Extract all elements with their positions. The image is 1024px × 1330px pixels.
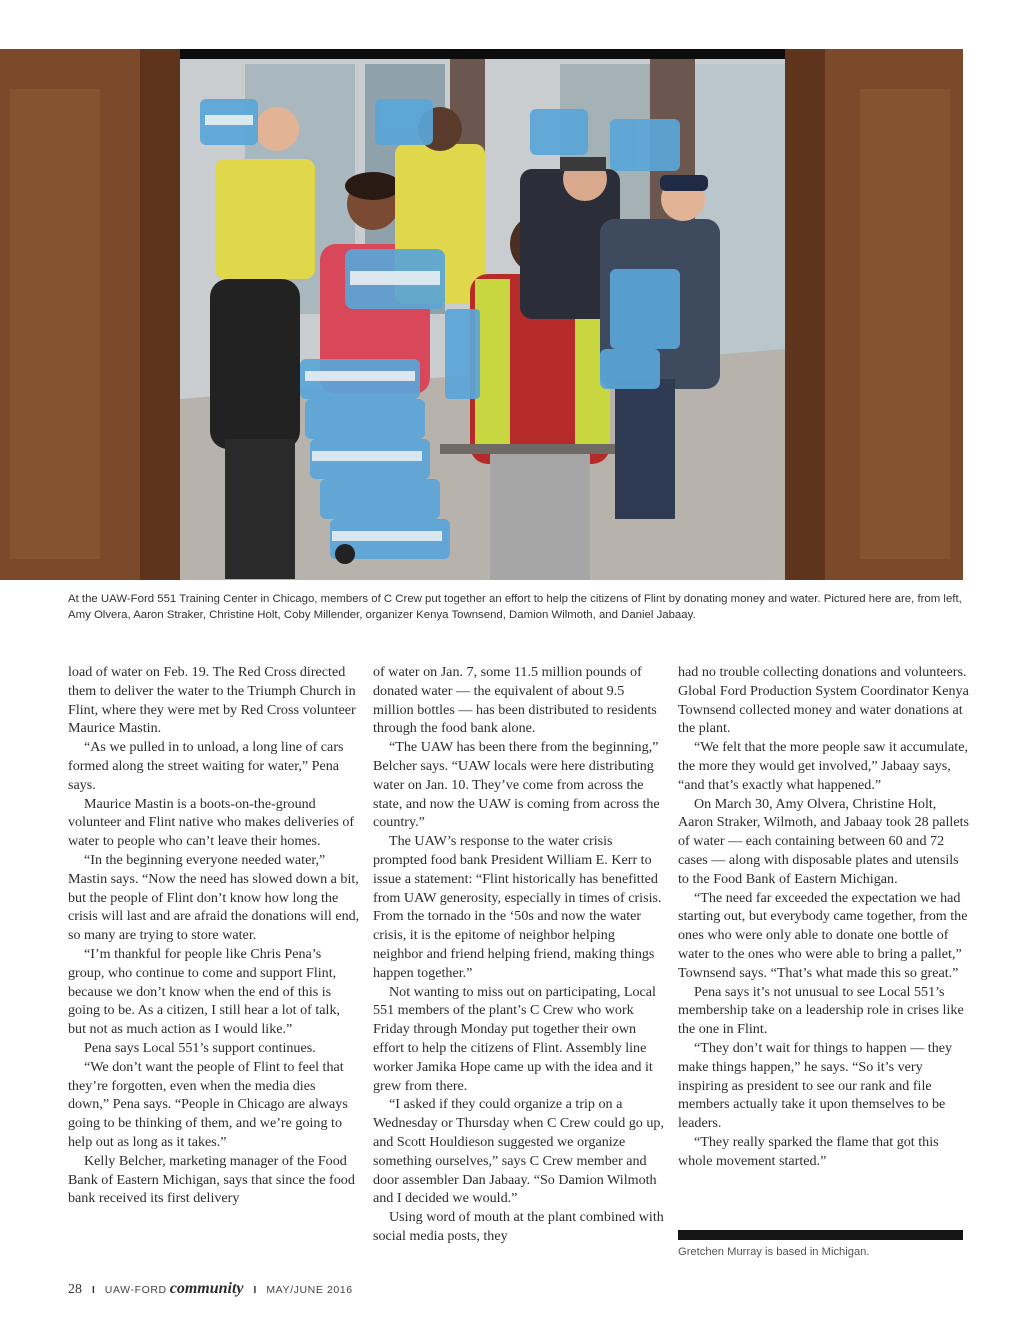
article-paragraph: “We felt that the more people saw it accumulate, the more they would get involved,” Jabaay says, “and that’s exactly what happened.” [678,739,968,793]
article-paragraph: “In the beginning everyone needed water,” Mastin says. “Now the need has slowed down a bit, but the people of Flint don’t know how long the crisis will last and are afraid the donations will end, so many are trying to store water. [68,851,360,944]
footer-separator: I [92,1285,95,1296]
article-paragraph: Not wanting to miss out on participating, Local 551 members of the plant’s C Crew who work Friday through Monday put together their own effort to help the citizens of Flint. Assembly line worker Jamika Hope came up with the idea and it grew from there. [373,983,656,1094]
feature-photo [0,49,963,580]
article-paragraph: Pena says it’s not unusual to see Local 551’s membership take on a leadership role in crises like the one in Flint. [678,983,964,1038]
article-column-3 [678,663,970,1171]
issue-date: MAY/JUNE 2016 [266,1284,353,1296]
footer-separator: I [253,1285,257,1296]
article-paragraph: On March 30, Amy Olvera, Christine Holt, Aaron Straker, Wilmoth, and Jabaay took 28 pallets of water — each containing between 60 and 72 cases — along with disposable plates and utensils to the Food Bank of Eastern Michigan. [678,795,969,887]
article-paragraph: “They don’t wait for things to happen — they make things happen,” he says. “So it’s very inspiring as president to see our rank and file members actually take it upon themselves to be leaders. [678,1039,953,1132]
article-column-2 [373,663,665,1246]
article-paragraph: Using word of mouth at the plant combined with social media posts, they [373,1209,664,1244]
article-column-1 [68,663,360,1208]
article-paragraph: “We don’t want the people of Flint to feel that they’re forgotten, even when the media dies down,” Pena says. “People in Chicago are always going to be thinking of them, and we’re going to help out as long as it takes.” [68,1058,348,1150]
article-paragraph: Maurice Mastin is a boots-on-the-ground volunteer and Flint native who makes deliveries of water to people who can’t leave their homes. [68,795,355,850]
article-paragraph: “They really sparked the flame that got this whole movement started.” [678,1133,939,1169]
article-paragraph: “I asked if they could organize a trip on a Wednesday or Thursday when C Crew could go up, and Scott Houldieson suggested we organize something ourselves,” says C Crew member and door assembler Dan Jabaay. “So Damion Wilmoth and I decided we would.” [373,1096,664,1207]
article-end-bar [678,1230,963,1240]
article-paragraph: “I’m thankful for people like Chris Pena’s group, who continue to come and support Flint, because we don’t know when the end of this is going to be. As a citizen, I still hear a lot of talk, but not as much action as I would like.” [68,945,341,1038]
author-byline: Gretchen Murray is based in Michigan. [678,1246,870,1258]
article-paragraph: “The need far exceeded the expectation we had starting out, but everybody came together, from the ones who were only able to donate one bottle of water to the ones who were able to bring a pallet,” Townsend says. “That’s what made this so great.” [678,889,968,981]
article-paragraph: Kelly Belcher, marketing manager of the Food Bank of Eastern Michigan, says that since the food bank received its first delivery [68,1152,355,1207]
page-number: 28 [68,1282,82,1297]
article-paragraph: had no trouble collecting donations and volunteers. Global Ford Production System Coordinator Kenya Townsend collected money and water donations at the plant. [678,664,969,737]
photo-caption: At the UAW-Ford 551 Training Center in Chicago, members of C Crew put together an effort to help the citizens of Flint by donating money and water. Pictured here are, from left, Amy Olvera, Aaron Straker, Christine Holt, Coby Millender, organizer Kenya Townsend, Damion Wilmoth, and Daniel Jabaay. [68,593,962,621]
article-paragraph: load of water on Feb. 19. The Red Cross directed them to deliver the water to the Triumph Church in Flint, where they were met by Red Cross volunteer Maurice Mastin. [68,664,356,737]
magazine-brand-name: community [169,1280,244,1297]
article-paragraph: “As we pulled in to unload, a long line of cars formed along the street waiting for water,” Pena says. [68,739,344,793]
page-footer [68,1280,353,1298]
article-paragraph: “The UAW has been there from the beginning,” Belcher says. “UAW locals were here distributing water on Jan. 10. They’ve come from across the state, and now the UAW is coming from across the country.” [373,739,660,831]
article-paragraph: Pena says Local 551’s support continues. [84,1039,316,1056]
article-paragraph: The UAW’s response to the water crisis prompted food bank President William E. Kerr to issue a statement: “Flint historically has benefitted from UAW generosity, especially in times of crisis. From the tornado in the ‘50s and now the water crisis, it is the epitome of neighbor helping neighbor and friend helping friend, making things happen together.” [373,833,662,981]
article-paragraph: of water on Jan. 7, some 11.5 million pounds of donated water — the equivalent of about 9.5 million bottles — has been distributed to residents through the food bank alone. [373,664,657,737]
magazine-brand-prefix: UAW-FORD [104,1284,167,1296]
